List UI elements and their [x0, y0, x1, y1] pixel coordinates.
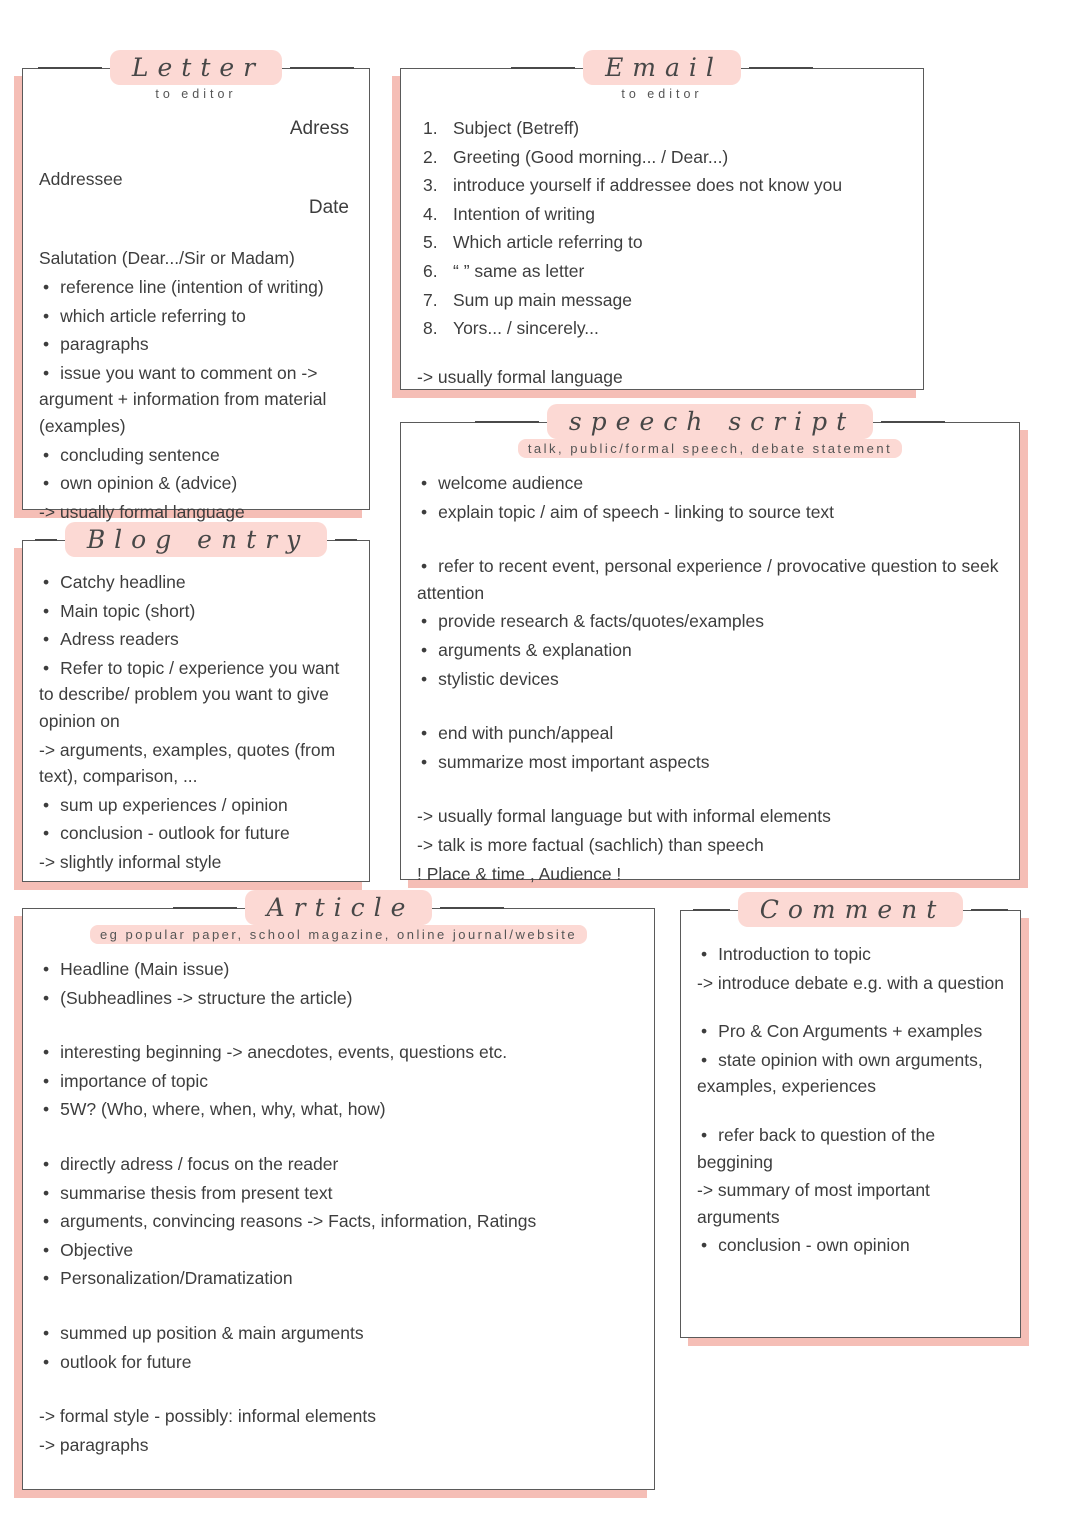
note-line-plain: Salutation (Dear.../Sir or Madam) [39, 248, 295, 269]
note-line-bullet: • outlook for future [43, 1351, 192, 1372]
letter-box [22, 53, 370, 522]
note-line-bullet: • Pro & Con Arguments + examples [701, 1021, 983, 1042]
note-line-plain: Addressee [39, 168, 123, 189]
comment-box [680, 895, 1021, 1338]
bullet-icon: • [43, 305, 50, 326]
letter-title-row [23, 50, 369, 85]
letter-content [23, 103, 369, 590]
title-rule-left [693, 909, 730, 911]
article-title: Article [245, 890, 433, 925]
note-line-plain: -> formal style - possibly: informal elements [39, 1406, 376, 1427]
bullet-icon: • [43, 600, 50, 621]
list-item-text: Intention of writing [453, 203, 596, 224]
note-line-num [417, 172, 907, 199]
bullet-icon: • [43, 1268, 50, 1289]
comment-title: Comment [738, 892, 964, 927]
note-line-bullet: • end with punch/appeal [421, 723, 614, 744]
blog-title: Blog entry [65, 522, 327, 557]
title-rule-right [749, 67, 813, 69]
note-line-bullet: • Introduction to topic [701, 944, 871, 964]
note-line-bullet: • summed up position & main arguments [43, 1322, 364, 1343]
note-line-bullet: • Objective [43, 1239, 134, 1260]
bullet-icon: • [701, 1235, 708, 1256]
list-item-text: Yors... / sincerely... [453, 318, 599, 339]
note-line-bullet: • summarize most important aspects [421, 751, 710, 772]
note-line-bullet: • which article referring to [43, 305, 246, 326]
note-line-num [417, 115, 907, 142]
note-line-bullet: • state opinion with own arguments, examples, experiences [697, 1049, 983, 1097]
note-line-num [417, 201, 907, 228]
note-line-plain: -> introduce debate e.g. with a question [697, 972, 1004, 993]
note-line-bullet: • Catchy headline [43, 572, 186, 592]
note-line-bullet: • Adress readers [43, 629, 179, 650]
bullet-icon: • [701, 944, 708, 964]
note-line-bullet: • provide research & facts/quotes/examples [421, 611, 765, 632]
note-line-bullet: • arguments, convincing reasons -> Facts, information, Ratings [43, 1211, 537, 1232]
article-content [23, 944, 654, 1474]
title-rule-right [881, 421, 945, 423]
note-line-gap [39, 1125, 638, 1149]
note-line-plain: -> paragraphs [39, 1434, 149, 1455]
list-number: 1. [423, 118, 438, 138]
bullet-icon: • [43, 1211, 50, 1232]
speech-subtitle-row [401, 439, 1019, 458]
note-line-plain: -> summary of most important arguments [697, 1180, 930, 1227]
note-line-bullet: • conclusion - own opinion [701, 1235, 910, 1256]
note-line-gap [39, 1294, 638, 1318]
list-number: 2. [423, 146, 438, 167]
article-box [22, 893, 655, 1490]
note-line-gap [39, 1377, 638, 1401]
note-line-gap [417, 694, 1003, 718]
bullet-icon: • [43, 572, 50, 592]
comment-title-row [681, 892, 1020, 927]
article-subtitle: eg popular paper, school magazine, online journal/website [90, 925, 587, 944]
note-line-gap [417, 527, 1003, 551]
title-rule-right [440, 907, 504, 909]
title-rule-right [335, 539, 357, 541]
bullet-icon: • [43, 1322, 50, 1343]
note-line-bullet: • (Subheadlines -> structure the article) [43, 987, 353, 1008]
note-line-gap [697, 998, 1004, 1016]
note-line-bullet: • Personalization/Dramatization [43, 1268, 293, 1289]
note-line-num [417, 229, 907, 256]
list-item-text: Which article referring to [453, 232, 643, 253]
bullet-icon: • [43, 1042, 50, 1063]
email-title-row [401, 50, 923, 85]
note-line-gap [417, 344, 907, 362]
list-item-text: Greeting (Good morning... / Dear...) [453, 146, 729, 167]
list-number: 4. [423, 203, 438, 224]
note-line-plain: ! Place & time , Audience ! [417, 863, 622, 884]
bullet-icon: • [43, 987, 50, 1008]
email-title: Email [583, 50, 741, 85]
speech-title-row [401, 404, 1019, 439]
title-rule-left [511, 67, 575, 69]
note-line-bullet: • summarise thesis from present text [43, 1182, 333, 1203]
note-line-num [417, 287, 907, 314]
note-line-bullet: • directly adress / focus on the reader [43, 1153, 339, 1174]
bullet-icon: • [421, 723, 428, 744]
note-line-plain: -> usually formal language [417, 366, 623, 387]
bullet-icon: • [43, 959, 50, 979]
letter-subtitle: to editor [155, 87, 237, 101]
note-line-plain: -> slightly informal style [39, 851, 222, 872]
speech-subtitle: talk, public/formal speech, debate statement [518, 439, 902, 458]
speech-script-box [400, 407, 1020, 884]
list-number: 8. [423, 318, 438, 339]
bullet-icon: • [421, 501, 428, 522]
note-line-right: Date [308, 197, 349, 219]
note-line-num [417, 258, 907, 285]
note-line-bullet: • Main topic (short) [43, 600, 196, 621]
list-number: 5. [423, 232, 438, 253]
title-rule-left [173, 907, 237, 909]
list-number: 3. [423, 175, 438, 196]
note-line-gap [39, 1013, 638, 1037]
note-line-plain: -> talk is more factual (sachlich) than speech [417, 834, 764, 855]
list-item-text: Subject (Betreff) [453, 118, 580, 138]
bullet-icon: • [43, 444, 50, 465]
email-box [400, 53, 924, 390]
email-subtitle: to editor [621, 87, 703, 101]
bullet-icon: • [43, 1070, 50, 1091]
note-line-bullet: • arguments & explanation [421, 639, 632, 660]
note-line-bullet: • issue you want to comment on -> argument + information from material (examples) [39, 362, 327, 436]
note-line-plain: -> usually formal language [39, 501, 245, 522]
title-rule-right [971, 909, 1008, 911]
note-line-bullet: • conclusion - outlook for future [43, 823, 290, 844]
note-line-num [417, 315, 907, 342]
title-rule-right [290, 67, 354, 69]
article-subtitle-row [23, 925, 654, 944]
note-line-bullet: • Headline (Main issue) [43, 959, 230, 979]
bullet-icon: • [701, 1124, 708, 1145]
title-rule-left [38, 67, 102, 69]
bullet-icon: • [701, 1021, 708, 1042]
note-line-plain: -> arguments, examples, quotes (from text), comparison, ... [39, 739, 336, 787]
letter-title: Letter [110, 50, 282, 85]
blog-content [23, 541, 369, 892]
speech-content [401, 458, 1019, 903]
bullet-icon: • [43, 473, 50, 494]
bullet-icon: • [421, 668, 428, 689]
title-rule-left [475, 421, 539, 423]
note-line-num [417, 144, 907, 171]
bullet-icon: • [43, 823, 50, 844]
blog-entry-box [22, 525, 370, 882]
note-line-bullet: • paragraphs [43, 334, 149, 355]
bullet-icon: • [43, 1351, 50, 1372]
note-line-bullet: • 5W? (Who, where, when, why, what, how) [43, 1099, 386, 1120]
list-number: 6. [423, 260, 438, 281]
bullet-icon: • [421, 473, 428, 493]
list-item-text: “ ” same as letter [453, 260, 585, 281]
note-line-bullet: • refer back to question of the beggining [697, 1124, 936, 1172]
note-line-gap [417, 777, 1003, 801]
email-content [401, 103, 923, 406]
bullet-icon: • [421, 751, 428, 772]
note-line-bullet: • explain topic / aim of speech - linking to source text [421, 501, 835, 522]
note-line-bullet: • Refer to topic / experience you want to describe/ problem you want to give opinion on [39, 657, 340, 731]
bullet-icon: • [43, 1239, 50, 1260]
note-line-bullet: • stylistic devices [421, 668, 559, 689]
bullet-icon: • [43, 1099, 50, 1120]
note-line-bullet: • interesting beginning -> anecdotes, events, questions etc. [43, 1042, 508, 1063]
bullet-icon: • [43, 1153, 50, 1174]
note-line-gap [39, 146, 353, 164]
bullet-icon: • [43, 1182, 50, 1203]
note-line-bullet: • importance of topic [43, 1070, 208, 1091]
bullet-icon: • [43, 794, 50, 815]
bullet-icon: • [43, 657, 50, 678]
note-line-bullet: • concluding sentence [43, 444, 220, 465]
note-line-bullet: • own opinion & (advice) [43, 473, 238, 494]
list-item-text: Sum up main message [453, 289, 632, 310]
article-title-row [23, 890, 654, 925]
letter-subtitle-row [23, 85, 369, 103]
bullet-icon: • [43, 334, 50, 355]
note-line-gap [39, 225, 353, 243]
note-line-bullet: • sum up experiences / opinion [43, 794, 288, 815]
note-line-bullet: • refer to recent event, personal experience / provocative question to seek attention [417, 556, 999, 603]
bullet-icon: • [421, 556, 428, 577]
comment-content [681, 911, 1020, 1275]
speech-title: speech script [547, 404, 873, 439]
bullet-icon: • [701, 1049, 708, 1070]
blog-title-row [23, 522, 369, 557]
email-subtitle-row [401, 85, 923, 103]
bullet-icon: • [421, 639, 428, 660]
note-line-plain: -> usually formal language but with informal elements [417, 806, 831, 827]
title-rule-left [35, 539, 57, 541]
bullet-icon: • [43, 276, 50, 297]
bullet-icon: • [43, 362, 50, 383]
list-number: 7. [423, 289, 438, 310]
bullet-icon: • [43, 629, 50, 650]
bullet-icon: • [421, 611, 428, 632]
list-item-text: introduce yourself if addressee does not know you [453, 175, 843, 196]
note-line-bullet: • welcome audience [421, 473, 584, 493]
note-line-gap [697, 1102, 1004, 1120]
note-line-right: Adress [289, 118, 349, 139]
note-line-bullet: • reference line (intention of writing) [43, 276, 324, 297]
